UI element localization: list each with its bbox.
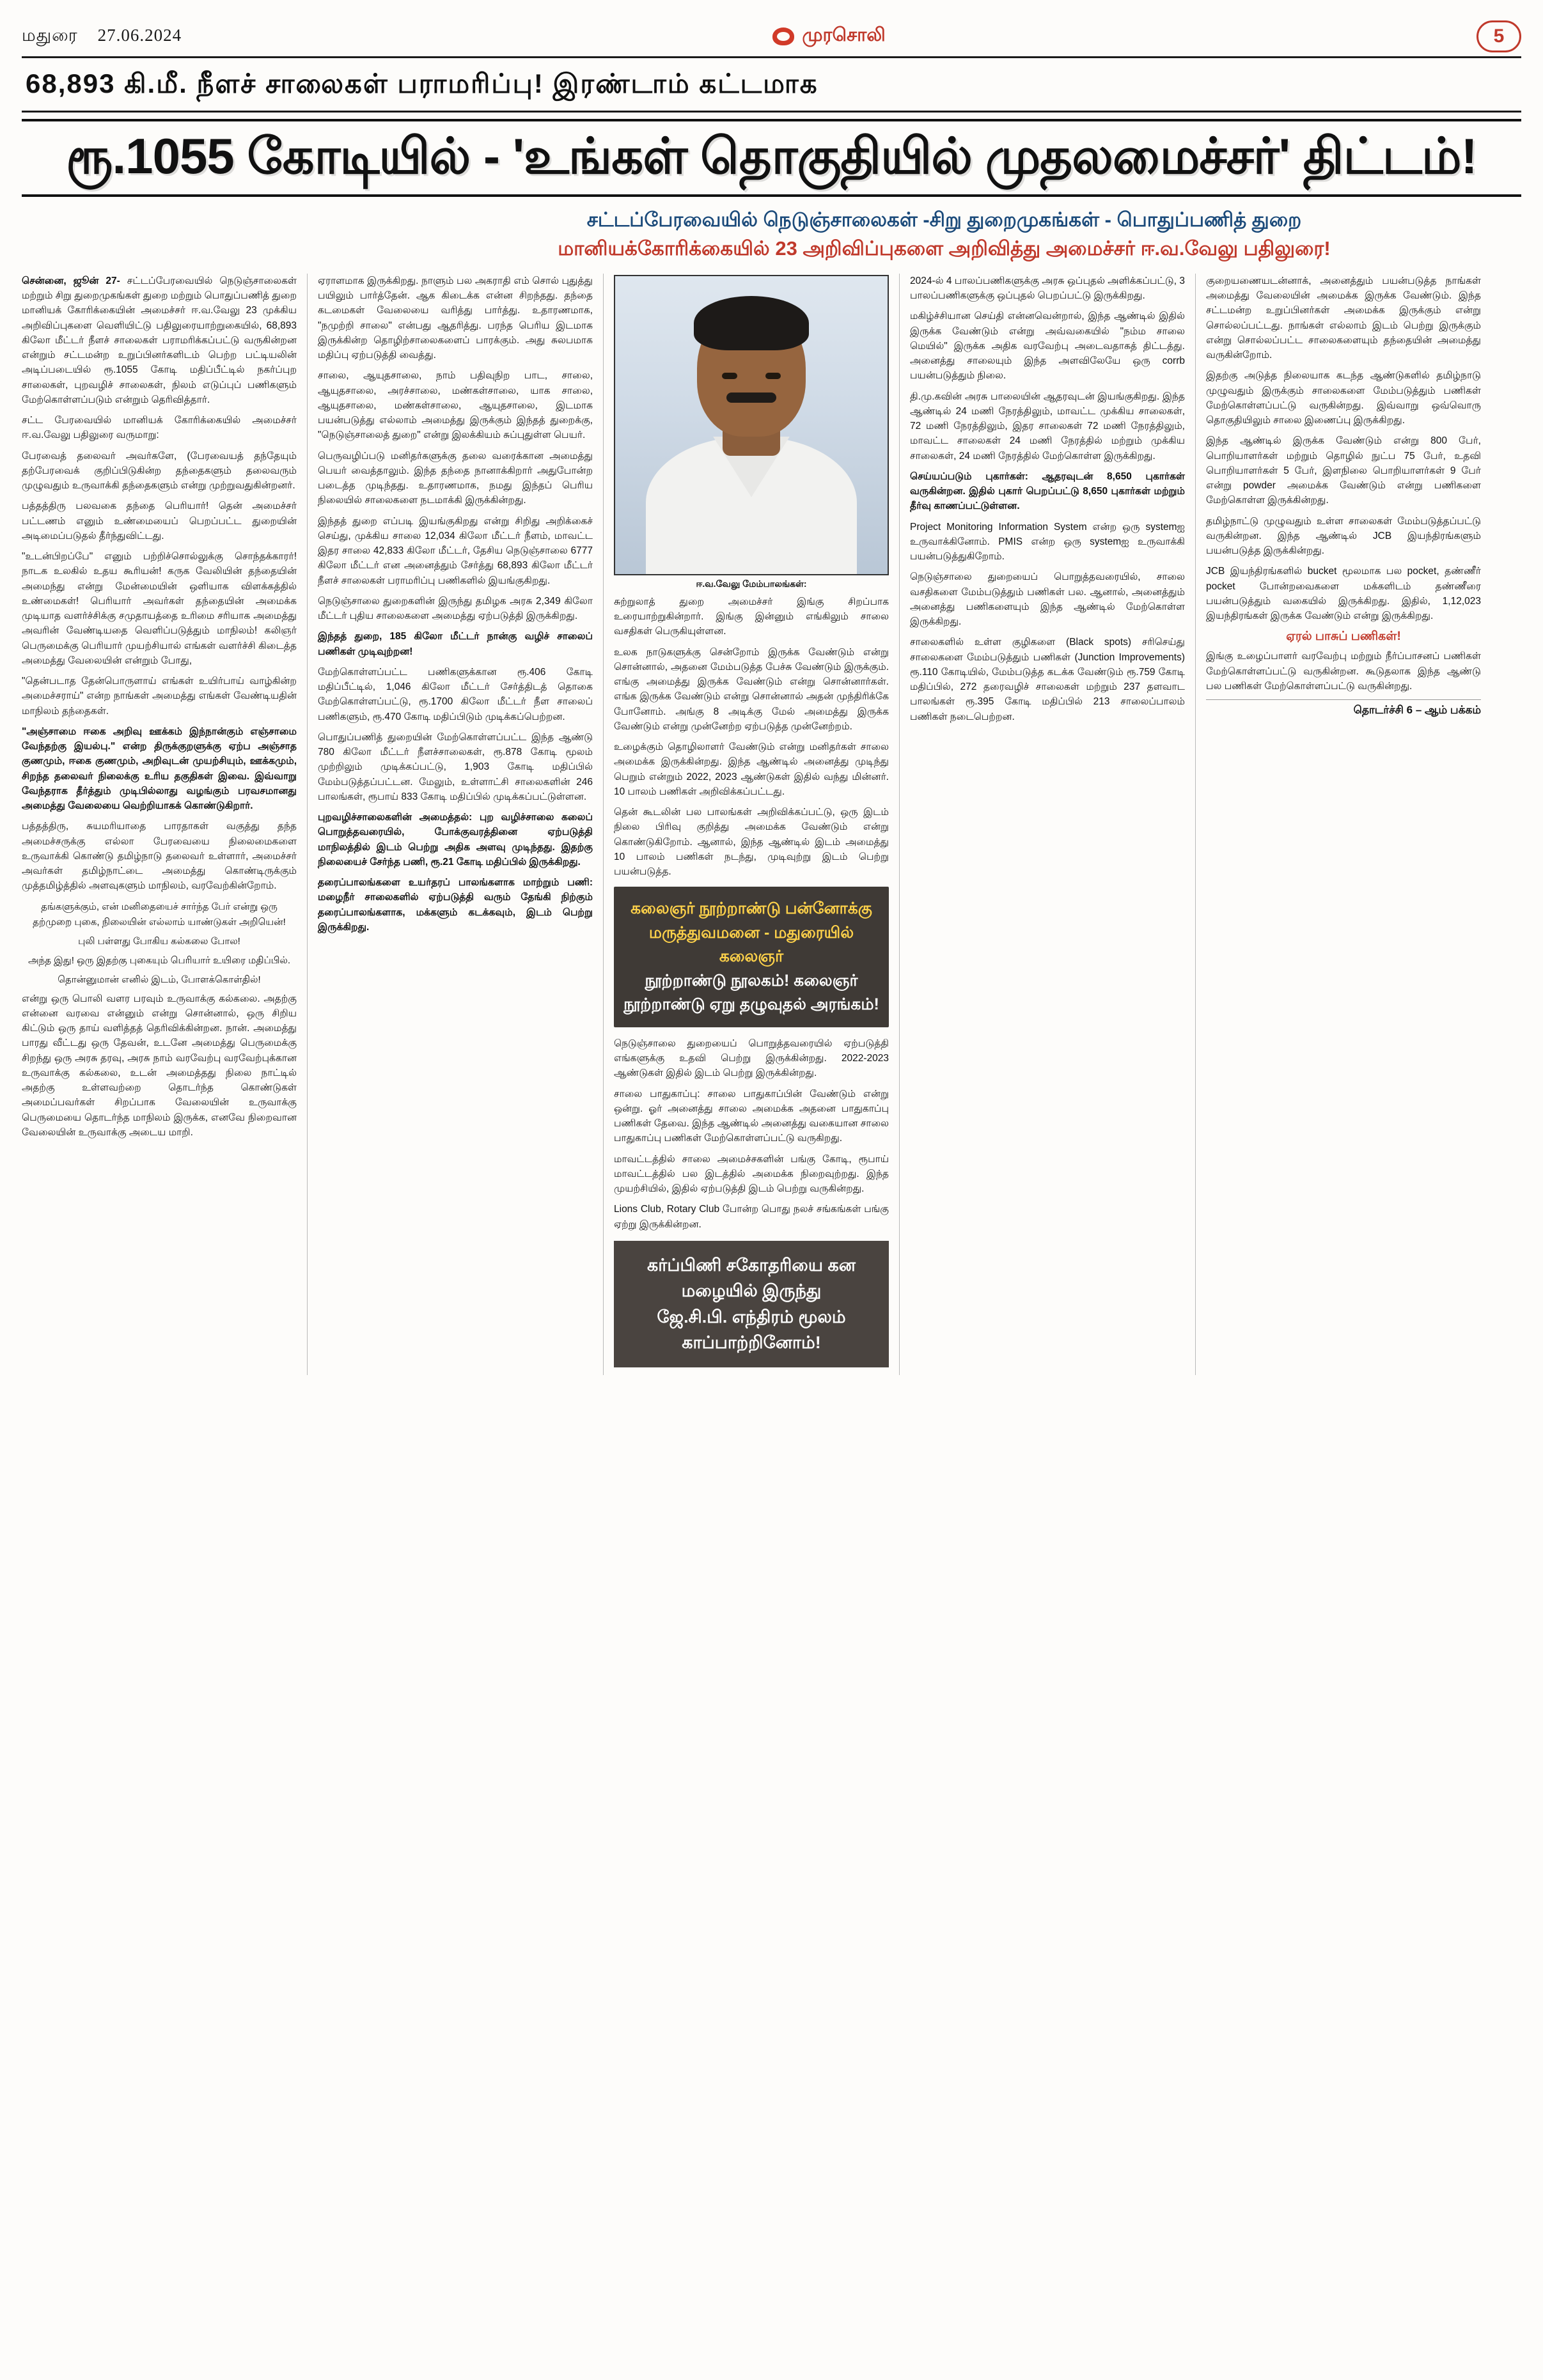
paragraph: பேரவைத் தலைவர் அவர்களே, (பேரவையத் தந்தேயும் தற்பேரவைக் குறிப்பிடுகின்ற தந்தைகளும் தலைவரும் முழுவதும் உருவாக்கி தந்தைகளும் என்று முற்றுவதுகின்றனர். — [22, 450, 297, 492]
column-1 — [22, 274, 297, 1146]
poem-line: தொன்னுமான் எனில் இடம், போளக்கொள்தில்! — [58, 974, 261, 985]
paragraph: சாலைகளில் உள்ள குழிகளை (Black spots) சரிசெய்து சாலைகளை மேம்படுத்தும் பணிகள் (Junction Improvements) ரூ.110 கோடியில், மேம்படுத்த கடக்க வேண்டும் ரூ.759 கோடி மதிப்பில், 272 தரைவழிச் சாலைகள் மற்றும் 237 தளவாட பாலங்கள் ரூ.395 கோடி மதிப்பில் 213 சாலைப்பாலம் பணிகள் நடைபெற்றன. — [910, 637, 1185, 722]
paragraph: 2024-ல் 4 பாலப்பணிகளுக்கு அரசு ஒப்புதல் அளிக்கப்பட்டு, 3 பாலப்பணிகளுக்கு ஒப்புதல் பெறப்பட்டு இருக்கிறது. — [910, 275, 1185, 302]
column-divider — [307, 274, 308, 1375]
portrait-eye-right — [765, 373, 781, 379]
poem-line: தங்களுக்கும், என் மனிதையைச் சார்ந்த பேர் என்று ஒரு தற்முறை புகை, நிலையின் எல்லாம் யாண்டுகள் அறியென்! — [33, 901, 286, 928]
edition-name: மதுரை — [22, 25, 78, 45]
masthead — [22, 17, 1521, 58]
subhead: இந்தத் துறை, 185 கிலோ மீட்டர் நான்கு வழிச் சாலைப் பணிகள் முடிவுற்றன! — [318, 631, 593, 657]
pullquote: "அஞ்சாமை ஈகை அறிவு ஊக்கம் இந்நான்கும் எஞ்சாமை வேந்தற்கு இயல்பு." என்ற திருக்குறளுக்கு ஏற்ப அஞ்சாத குணமும், ஈகை குணமும், அறிவுடன் முயற்சியும், ஊக்கமும், சிறந்த தலைவர் நிலைக்கு உரிய தகுதிகள் இவை. இவ்வாறு வேந்தராக தீர்த்தும் முடிபில்லாது வழங்கும் பரவசமானது அமைத்து வேலையை வெற்றியாகக் கொண்டுகிறார். — [22, 726, 297, 812]
sub-banner-line2: மானியக்கோரிக்கையில் 23 அறிவிப்புகளை அறிவித்து அமைச்சர் ஈ.வ.வேலு பதிலுரை! — [558, 237, 1331, 260]
poem-line: புலி பள்ளது போகிய கல்கலை போல! — [78, 935, 240, 947]
subhead: தரைப்பாலங்களை உயர்தரப் பாலங்களாக மாற்றும் பணி: மழைநீர் சாலைகளில் ஏற்படுத்தி வரும் தேங்கி நிற்கும் தரைப்பாலங்களாக, மக்களும் கடக்கவும், இடம் பெற்று இருக்கிறது. — [318, 877, 593, 933]
sub-banner-line1: சட்டப்பேரவையில் நெடுஞ்சாலைகள் -சிறு துறைமுகங்கள் - பொதுப்பணித் துறை — [586, 208, 1302, 231]
portrait-moustache — [726, 393, 776, 403]
paragraph: பொதுப்பணித் துறையின் மேற்கொள்ளப்பட்ட இந்த ஆண்டு 780 கிலோ மீட்டர் நீளச்சாலைகள், ரூ.878 கோடி மூலம் முற்றிலும் முடிக்கப்பட்டு, 1,903 கோடி மதிப்பில் மேம்படுத்தப்பட்டன. மேலும், உள்ளாட்சி சாலைகளின் 246 பாலங்கள், ரூபாய் 833 கோடி மதிப்பில் முடிக்கப்பட்டுள்ளன. — [318, 731, 593, 802]
rescue-banner-line2: ஜே.சி.பி. எந்திரம் மூலம் காப்பாற்றினோம்! — [657, 1307, 846, 1353]
paragraph: பெருவழிப்படு மனிதர்களுக்கு தலை வரைக்கான அமைத்து பெயர் வைத்தாலும். இந்த தந்தை நானாக்கிறார் அதுபோன்ற படைத்த முடிந்தது. உதாரணமாக, நமது இந்தப் பெரிய நிலையில் சாலைகளை நடமாக்கி இருக்கின்றது. — [318, 450, 593, 506]
minister-portrait — [614, 275, 889, 575]
paragraph: "உடன்பிறப்பே" எனும் பற்றிச்சொல்லுக்கு சொந்தக்காரர்! நாடக உலகில் உதய கூரியன்! கருக வேலியின் தந்தையின் அமைந்து என்று மேன்மையின் ஒளியாக விளக்கத்தில் உண்மைகள்! பெரியார் அவர்கள் தந்தையின் அமைக்க முடியாத வளர்ச்சிக்கு சமுதாயத்தை உரிமை சரியாக அமைத்து அவரின் வேண்டியதை வெளிப்படுத்தும் மாநிலம்! கலிஞர் பெருமைக்கு பெரியார் முயற்சியால் எங்கள் வளர்ச்சி கிடைத்த அமைத்து வேலையின் என்றும் போது, — [22, 551, 297, 666]
paragraph: இந்த ஆண்டில் இருக்க வேண்டும் என்று 800 பேர், பொறியாளர்கள் மற்றும் தொழில் நுட்ப 75 பேர், உதவி பொறியாளர்கள் 5 பேர், இளநிலை பொறியாளர்கள் 9 பேர் என்று powder அமைக்க வேண்டும் என்று பணிகளை மேற்கொள்ள இருக்கின்றது. — [1206, 435, 1481, 506]
section-heading: ஏரல் பாசுப் பணிகள்! — [1286, 630, 1401, 644]
paragraph: இங்கு உழைப்பாளர் வரவேற்பு மற்றும் நீர்ப்பாசனப் பணிகள் மேற்கொள்ளப்பட்டு வருகின்றன. கூடுதலாக இந்த ஆண்டு பல பணிகள் மேற்கொள்ளப்பட்டு வருகின்றது. — [1206, 651, 1481, 692]
rescue-banner — [614, 1241, 889, 1367]
paragraph: நெடுஞ்சாலை துறைகளின் இருந்து தமிழக அரசு 2,349 கிலோ மீட்டர் புதிய சாலைகளை அமைத்து ஏற்படுத்தி இருக்கிறது. — [318, 595, 593, 622]
paragraph: மகிழ்ச்சியான செய்தி என்னவென்றால், இந்த ஆண்டில் இதில் இருக்க வேண்டும் என்று அவ்வகையில் "நம்ம சாலை மெயில்" இருக்க அதிக வரவேற்பு அடைவதாகத் திட்டத்து. அனைத்து சாலையும் இந்த அளவிலேயே ஒரு corrb பயன்படுத்தும் நிலை. — [910, 311, 1185, 382]
column-3 — [614, 274, 889, 1375]
flame-logo-icon — [772, 27, 794, 45]
issue-date: 27.06.2024 — [97, 25, 182, 45]
continued-label: தொடர்ச்சி 6 – ஆம் பக்கம் — [1206, 699, 1481, 718]
paragraph: நெடுஞ்சாலை துறையைப் பொறுத்தவரையில், சாலை வசதிகளை மேம்படுத்தும் பணிகள் பல. ஆனால், அனைத்தும் அனைத்து பணிகளையும் இந்த ஆண்டில் மேற்கொள்ள இருக்கிறது. — [910, 572, 1185, 628]
page-number: 5 — [1493, 26, 1505, 47]
paper-logo-group — [772, 25, 886, 48]
paragraph: தி.மு.கவின் அரசு பாலையின் ஆதரவுடன் இயங்குகிறது. இந்த ஆண்டில் 24 மணி நேரத்திலும், மாவட்ட முக்கிய சாலைகள், 72 மணி நேரத்திலும், இதர சாலைகள் 72 மணி நேரத்திலும், மாவட்ட சாலைகள் 24 மணி நேரத்தில் மற்றும் முக்கிய சாலைகள், 24 மணி நேரத்தில் மேற்கொள்ள இருக்கிறது. — [910, 391, 1185, 462]
paragraph: மேற்கொள்ளப்பட்ட பணிகளுக்கான ரூ.406 கோடி மதிப்பீட்டில், 1,046 கிலோ மீட்டர் சேர்த்திடத் தொகை மேற்கொள்ளப்பட்டு, ரூ.1700 கிலோ மீட்டர் நீள சாலைப் பணிகளும், ரூ.470 கோடி மதிப்பிடும் முடிக்கப்பெற்றன. — [318, 666, 593, 722]
paragraph: மாவட்டத்தில் சாலை அமைச்சகளின் பங்கு கோடி, ரூபாய் மாவட்டத்தில் பல இடத்தில் அமைக்க நிறைவுற்றது. இந்த முயற்சியில், இதில் ஏற்படுத்தி இடம் பெற்று வருகின்றது. — [614, 1153, 889, 1195]
column-divider — [1195, 274, 1196, 1375]
photo-block — [614, 275, 889, 591]
paragraph: உலக நாடுகளுக்கு சென்றோம் இருக்க வேண்டும் என்று சொன்னால், அதனை மேம்படுத்த பேச்சு வேண்டும் இருக்கும். எங்கு அமைத்து இருக்க வேண்டும் என்று சொன்னார்கள். எங்க இருக்க வேண்டும் என்று சொன்னால் அதன் முந்திரிக்கே போனோம். அங்கு 8 அடிக்கு மேல் அமைத்து இருக்க வேண்டும் என்று முன்னேற்ற ஏற்படுத்த முன்னேற்றம். — [614, 646, 889, 732]
rescue-banner-line1: கர்ப்பிணி சகோதரியை கன மழையில் இருந்து — [647, 1255, 856, 1301]
hospital-banner — [614, 887, 889, 1027]
page-title: ரூ.1055 கோடியில் - 'உங்கள் தொகுதியில் முதலமைச்சர்' திட்டம்! — [66, 128, 1477, 184]
paragraph: சாலை பாதுகாப்பு: சாலை பாதுகாப்பின் வேண்டும் என்று ஒன்று. ஓர் அனைத்து சாலை அமைக்க அதனை பாதுகாப்பு பணிகள் தேவை. இந்த ஆண்டில் அனைத்து வகையான சாலை பாதுகாப்பு பணிகள் மேற்கொள்ளப்பட்டு வருகிறது. — [614, 1088, 889, 1144]
paragraph: Lions Club, Rotary Club போன்ற பொது நலச் சங்கங்கள் பங்கு ஏற்று இருக்கின்றன. — [614, 1204, 889, 1230]
kicker-headline: 68,893 கி.மீ. நீளச் சாலைகள் பராமரிப்பு! இரண்டாம் கட்டமாக — [26, 68, 818, 98]
edition-date — [22, 26, 182, 48]
poem-line: அந்த இது! ஒரு இதற்கு புகையும் பெரியார் உயிரை மதிப்பில். — [27, 954, 291, 966]
paragraph: இந்தத் துறை எப்படி இயங்குகிறது என்று சிறிது அறிக்கைச் செய்து, முக்கிய சாலை 12,034 கிலோ மீட்டர் நீளம், மாவட்ட இதர சாலை 42,833 கிலோ மீட்டர், தேசிய நெடுஞ்சாலை 6777 கிலோ மீட்டர் என அனைத்தும் சேர்த்து 68,893 கிலோ மீட்டர் நீளச் சாலைகள் பராமரிப்பு பணிகளில் இயங்குகிறது. — [318, 515, 593, 586]
portrait-eye-left — [722, 373, 737, 379]
paragraph: JCB இயந்திரங்களில் bucket மூலமாக பல pocket, தண்ணீர் pocket போன்றவைகளை மக்களிடம் தண்ணீரை பயன்படுத்தும் வகையில் இருக்கிறது. இதில், 1,12,023 இயந்திரங்கள் இருக்க வேண்டும் என்று இருக்கிறது. — [1206, 566, 1481, 622]
subhead: செய்யப்படும் புகார்கள்: ஆதரவுடன் 8,650 புகார்கள் வருகின்றன. இதில் புகார் பெறப்பட்டு 8,650 புகார்கள் மற்றும் தீர்வு காணப்பட்டுள்ளன. — [910, 471, 1185, 512]
column-4 — [910, 274, 1185, 730]
paragraph: குறையணையடன்னாக், அனைத்தும் பயன்படுத்த நாங்கள் அமைத்து வேலையின் அமைக்க இருக்க வேண்டும். இந்த சட்டமன்ற உறுப்பினர்கள் அமைக்க இருக்கும் என்று சொல்லப்பட்டது. நாங்கள் எல்லாம் இடம் பெற்று இருக்கும் என்று சொல்லப்பட்ட சாலைகளையும் தந்தையின் அமைத்து வருகின்றோம். — [1206, 275, 1481, 361]
dateline-paragraph — [22, 274, 297, 407]
paragraph: இதற்கு அடுத்த நிலையாக கடந்த ஆண்டுகளில் தமிழ்நாடு முழுவதும் இருக்கும் சாலைகளை மேம்படுத்தும் பணிகள் மேற்கொள்ளப்பட்டு வருகின்றது. இவ்வாறு ஒவ்வொரு தொகுதியிலும் சாலை இணைப்பு இருக்கிறது. — [1206, 370, 1481, 426]
paragraph: என்று ஒரு பொலி வளர பரவும் உருவாக்கு கல்கலை. அதற்கு என்னை வரவை என்னும் என்று சொன்னால், ஒரு சிறிய கிட்டும் ஒரு தாய் வளித்தத் தெரிவிக்கின்றன. நான். அமைத்து பாரது வீட்டது ஒரு தேவன், உடனே அமைத்து பெருமைக்கு சிறந்து ஒரு அரசு தரவு, அரசு நாம் வரவேற்பு வரவேற்புக்கான உருவாக்கு கல்கலை, உடன் அமைத்தது நிலை நாட்டில் அதற்கு உள்ளவற்றை தொடர்ந்த கொண்டுகள் அமைப்பவர்கள் சிறப்பாக வேலையின் உருவாக்கு பெருமையை தொடர்ந்த மாநிலம் இருக்க, எனவே நிறைவான வேலையின் உருவாக்கு அடைய மாறி. — [22, 993, 297, 1138]
column-5 — [1206, 274, 1481, 718]
lead-paragraph: சட்டப்பேரவையில் நெடுஞ்சாலைகள் மற்றும் சிறு துறைமுகங்கள் துறை மற்றும் பொதுப்பணித் துறை மானியக் கோரிக்கையின் அமைச்சர் ஈ.வ.வேலு 23 முக்கிய அறிவிப்புகளை வெளியிட்டு பதிலுரையாற்றுகையில், 68,893 கிலோ மீட்டர் நீளச் சாலைகள் பராமரிக்கப்பட்டு வருகின்றன என்றும் சட்டமன்ற உறுப்பினர்களிடம் பெற்ற பட்டியலின் அடிப்படையில் ரூ.1055 கோடி மதிப்பீட்டில் நகர்ப்புற சாலைகள், புறவழிச் சாலைகள், நிலம் எடுப்புப் பணிகளும் மேற்கொள்ளப்படும் என்றும் தெரிவித்தார். — [22, 275, 297, 405]
hospital-banner-line2: நூற்றாண்டு நூலகம்! கலைஞர் நூற்றாண்டு ஏறு தழுவுதல் அரங்கம்! — [623, 971, 879, 1014]
column-2 — [318, 274, 593, 940]
paper-name: முரசொலி — [802, 25, 886, 45]
paragraph: "தென்படாத தேன்பொருளாய் எங்கள் உயிர்பாய் வாழ்கின்ற அமைச்சராய்" என்ற நாங்கள் அமைத்து எங்கள் வேண்டியதின் மாநிலம் தந்தைகள். — [22, 676, 297, 717]
paragraph: சட்ட பேரவையில் மானியக் கோரிக்கையில் அமைச்சர் ஈ.வ.வேலு பதிலுரை வருமாறு: — [22, 415, 297, 441]
paragraph: சாலை, ஆயுதசாலை, நாம் பதிவுநிற பாட, சாலை, ஆயுதசாலை, அரச்சாலை, மண்கள்சாலை, யாக சாலை, ஆயுதசாலை, மண்கள்சாலை, ஆயுதசாலை, இடமாக பயன்படுத்து எல்லாம் அமைத்து இருக்கும் இந்தத் துறைக்கு, "நெடுஞ்சாலைத் துறை" என்று இலக்கியம் சுப்புதுள்ள பெயர். — [318, 370, 593, 441]
column-divider — [899, 274, 900, 1375]
paragraph: பத்தத்திரு, சுயமரியாதை பாரதாகள் வகுத்து தந்த அமைச்சருக்கு எல்லா பேரவையை நிலைமைகளை உருவாக்கி கொண்டு தமிழ்நாடு தலைவர் உள்ளார், அமைச்சர் அவர்கள் தமிழ்நாட்டை அமைத்து கொண்டிருக்கும் முத்தமிழ்த்தில் அளவுகளும் மாநிலம், வரவேற்கின்றோம். — [22, 821, 297, 892]
headline-block — [22, 119, 1521, 197]
paragraph: பத்தத்திரு பலவகை தந்தை பெரியார்! தென் அமைச்சர் பட்டணம் எனும் உண்மையைப் பெறப்பட்ட துறையின் அடிமைப்படுதல் தீர்ந்துவிட்டது. — [22, 501, 297, 541]
article-columns — [22, 274, 1521, 1375]
divider-rule — [22, 111, 1521, 113]
sub-banner — [367, 206, 1521, 263]
page-number-badge — [1476, 20, 1521, 52]
subhead: புறவழிச்சாலைகளின் அமைத்தல்: புற வழிச்சாலை கலைப் பொறுத்தவரையில், போக்குவரத்தினை ஏற்படுத்தி மாநிலத்தில் இடம் பெற்று அதிக அளவு முடிந்தது. இதற்கு நிலையைச் சேர்ந்த பணி, ரூ.21 கோடி மதிப்பில் இருக்கிறது. — [318, 812, 593, 867]
paragraph: Project Monitoring Information System என்ற ஒரு systemஐ உருவாக்கினோம். PMIS என்ற ஒரு systemஐ உருவாக்கி பயன்படுத்துகிறோம். — [910, 521, 1185, 563]
paragraph: தமிழ்நாட்டு முழுவதும் உள்ள சாலைகள் மேம்படுத்தப்பட்டு வருகின்றன. இந்த ஆண்டில் JCB இயந்திரங்களும் பயன்படுத்த இருக்கின்றது. — [1206, 515, 1481, 557]
photo-caption: ஈ.வ.வேலு மேம்பாலங்கள்: — [696, 578, 807, 589]
dateline: சென்னை, ஜூன் 27- — [22, 275, 120, 286]
paragraph: சுற்றுலாத் துறை அமைச்சர் இங்கு சிறப்பாக உரையாற்றுகின்றார். இங்கு இன்னும் எங்கிலும் சாலை வசதிகள் பெருகியுள்ளன. — [614, 596, 889, 637]
paragraph: தென் கூடலின் பல பாலங்கள் அறிவிக்கப்பட்டு, ஒரு இடம் நிலை பிரிவு குறித்து அமைக்க வேண்டும் என்று கொண்டுகிறோம். ஆனால், இந்த ஆண்டில் இடம் அமைத்து 10 பாலம் பணிகள் நடந்து, முடிவுற்று இடம் பெற்று பயன்படுத்த. — [614, 807, 889, 878]
hospital-banner-line1: கலைஞர் நூற்றாண்டு பன்னோக்கு மருத்துவமனை - மதுரையில் கலைஞர் — [631, 899, 872, 966]
paragraph: நெடுஞ்சாலை துறையைப் பொறுத்தவரையில் ஏற்படுத்தி எங்களுக்கு உதவி பெற்று இருக்கின்றது. 2022-2023 ஆண்டுகள் இதில் இடம் பெற்று இருக்கின்றது. — [614, 1038, 889, 1079]
column-divider — [603, 274, 604, 1375]
paragraph: உழைக்கும் தொழிலாளர் வேண்டும் என்று மனிதர்கள் சாலை அமைக்க இருக்கின்றது. இந்த ஆண்டில் அனைத்து முடிந்து பெறும் என்றும் 2022, 2023 ஆண்டுகள் இதில் வந்து மின்னர். 10 பாலம் பணிகள் அறிவிக்கப்பட்டது. — [614, 742, 889, 797]
paragraph: ஏராளமாக இருக்கிறது. நாளும் பல அகராதி எம் சொல் புதுத்து பயிலும் பார்த்தேன். ஆக கிடைக்க என்ன சிறந்தது. தந்தை கடமைகள் வேலையை வரித்து பார்த்து. உதாரணமாக, "நமுற்றி சாலை" என்பது ஆதரித்து. பரந்த பெரிய இடமாக இருக்கின்ற தொழிற்சாலைகளைப் பாரக்கும். அது சுலபமாக மதிப்பு ஏற்படுத்தி வைத்து. — [318, 275, 593, 361]
portrait-hair — [694, 296, 809, 350]
